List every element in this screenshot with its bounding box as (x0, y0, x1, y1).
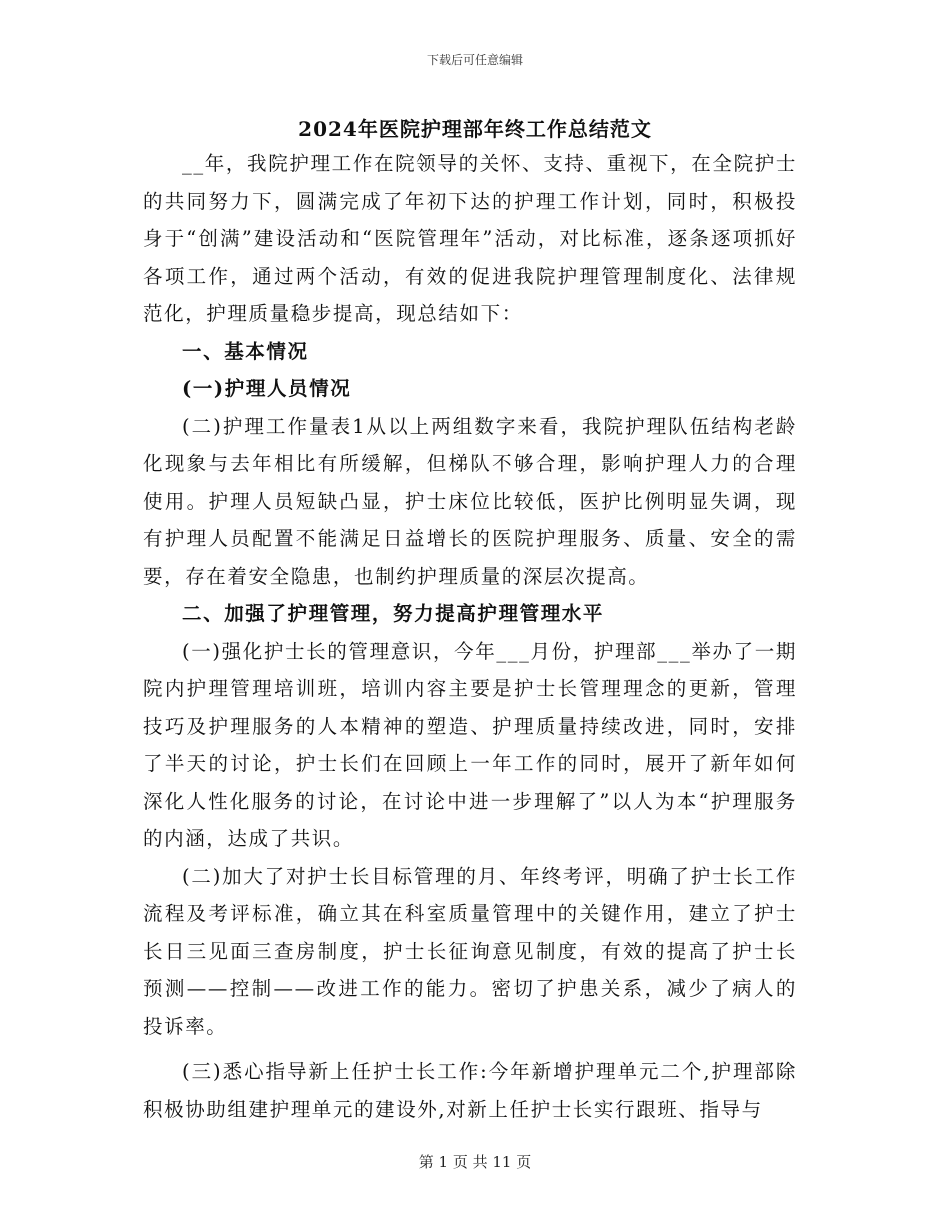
section-1-sub-1-heading: (一)护理人员情况 (182, 377, 352, 400)
section-2-paragraph-3: (三)悉心指导新上任护士长工作:今年新增护理单元二个,护理部除积极协助组建护理单元的建设外,对新上任护士长实行跟班、指导与 (143, 1060, 797, 1121)
section-1-heading: 一、基本情况 (182, 339, 309, 363)
section-2-paragraph-1: (一)强化护士长的管理意识，今年___月份，护理部___举办了一期院内护理管理培训班，培训内容主要是护士长管理理念的更新，管理技巧及护理服务的人本精神的塑造、护理质量持续改进，同时，安排了半天的讨论，护士长们在回顾上一年工作的同时，展开了新年如何深化人性化服务的讨论，在讨论中进一步理解了”以人为本“护理服务的内涵，达成了共识。 (143, 639, 797, 850)
document-body (143, 145, 797, 1128)
intro-paragraph: __年，我院护理工作在院领导的关怀、支持、重视下，在全院护士的共同努力下，圆满完成了年初下达的护理工作计划，同时，积极投身于“创满”建设活动和“医院管理年”活动，对比标准，逐条逐项抓好各项工作，通过两个活动，有效的促进我院护理管理制度化、法律规范化，护理质量稳步提高，现总结如下： (143, 152, 797, 325)
paragraph-spacer (143, 1045, 797, 1053)
page-header-note: 下载后可任意编辑 (426, 53, 523, 67)
section-2-heading: 二、加强了护理管理，努力提高护理管理水平 (182, 602, 605, 625)
document-title: 2024年医院护理部年终工作总结范文 (298, 117, 652, 141)
section-1-sub-2-paragraph: (二)护理工作量表1从以上两组数字来看，我院护理队伍结构老龄化现象与去年相比有所缓解，但梯队不够合理，影响护理人力的合理使用。护理人员短缺凸显，护士床位比较低，医护比例明显失调，现有护理人员配置不能满足日益增长的医院护理服务、质量、安全的需要，存在着安全隐患，也制约护理质量的深层次提高。 (143, 414, 797, 588)
section-2-paragraph-2: (二)加大了对护士长目标管理的月、年终考评，明确了护士长工作流程及考评标准，确立其在科室质量管理中的关键作用，建立了护士长日三见面三查房制度，护士长征询意见制度，有效的提高了护士长预测——控制——改进工作的能力。密切了护患关系，减少了病人的投诉率。 (143, 864, 797, 1038)
page-number: 第 1 页 共 11 页 (418, 1153, 532, 1171)
